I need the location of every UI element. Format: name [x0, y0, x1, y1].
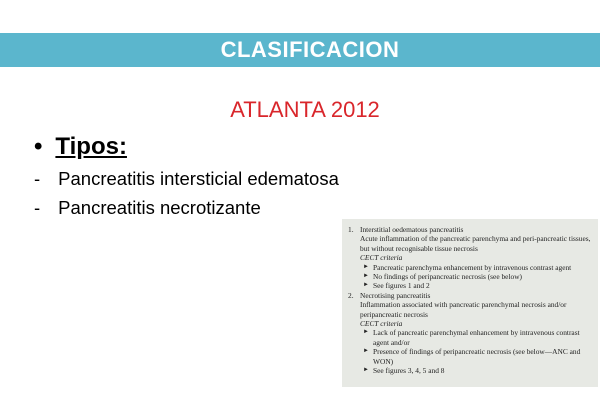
entry-number: 1.: [348, 225, 354, 234]
criteria-label: CECT criteria: [360, 253, 403, 263]
bullet-text: See figures 3, 4, 5 and 8: [373, 366, 445, 376]
bullet-text: See figures 1 and 2: [373, 281, 430, 291]
arrow-bullet-icon: ►: [363, 367, 369, 374]
arrow-bullet-icon: ►: [363, 282, 369, 289]
dash-marker: -: [34, 168, 41, 189]
criteria-label: CECT criteria: [360, 319, 403, 329]
arrow-bullet-icon: ►: [363, 329, 369, 336]
list-item: [34, 197, 261, 219]
slide-subtitle: ATLANTA 2012: [230, 97, 380, 122]
bullet-text: No findings of peripancreatic necrosis (see below): [373, 272, 522, 282]
criteria-bullet: [360, 272, 592, 281]
criteria-excerpt-image: [342, 219, 598, 387]
title-bar: [0, 33, 600, 67]
excerpt-entry: [348, 291, 592, 376]
criteria-bullet: [360, 347, 592, 366]
entry-number: 2.: [348, 290, 354, 300]
list-item: [34, 168, 339, 190]
bullet-text: Pancreatic parenchyma enhancement by intravenous contrast agent: [373, 262, 572, 272]
criteria-bullet: [360, 263, 592, 272]
criteria-bullet: [360, 366, 592, 375]
entry-description: Inflammation associated with pancreatic parenchymal necrosis and/or peripancreatic necrosis: [360, 300, 567, 319]
bullet-text: Lack of pancreatic parenchymal enhancement by intravenous contrast agent and/or: [373, 328, 580, 347]
entry-description: Acute inflammation of the pancreatic parenchyma and peri-pancreatic tissues, but without recognisable tissue necrosis: [360, 234, 591, 253]
arrow-bullet-icon: ►: [363, 273, 369, 280]
tipos-heading: [34, 133, 127, 161]
entry-title: Necrotising pancreatitis: [360, 290, 431, 300]
bullet-dot: •: [34, 133, 43, 160]
excerpt-entry: [348, 225, 592, 291]
criteria-bullet: [360, 281, 592, 290]
tipos-label: Tipos:: [55, 133, 127, 160]
list-item-text: Pancreatitis necrotizante: [58, 197, 261, 218]
arrow-bullet-icon: ►: [363, 263, 369, 270]
dash-marker: -: [34, 197, 41, 218]
bullet-text: Presence of findings of peripancreatic necrosis (see below—ANC and WON): [373, 347, 581, 366]
arrow-bullet-icon: ►: [363, 348, 369, 355]
entry-title: Interstitial oedematous pancreatitis: [360, 225, 464, 234]
list-item-text: Pancreatitis intersticial edematosa: [58, 168, 339, 189]
slide-title: CLASIFICACION: [220, 37, 400, 62]
criteria-bullet: [360, 328, 592, 347]
